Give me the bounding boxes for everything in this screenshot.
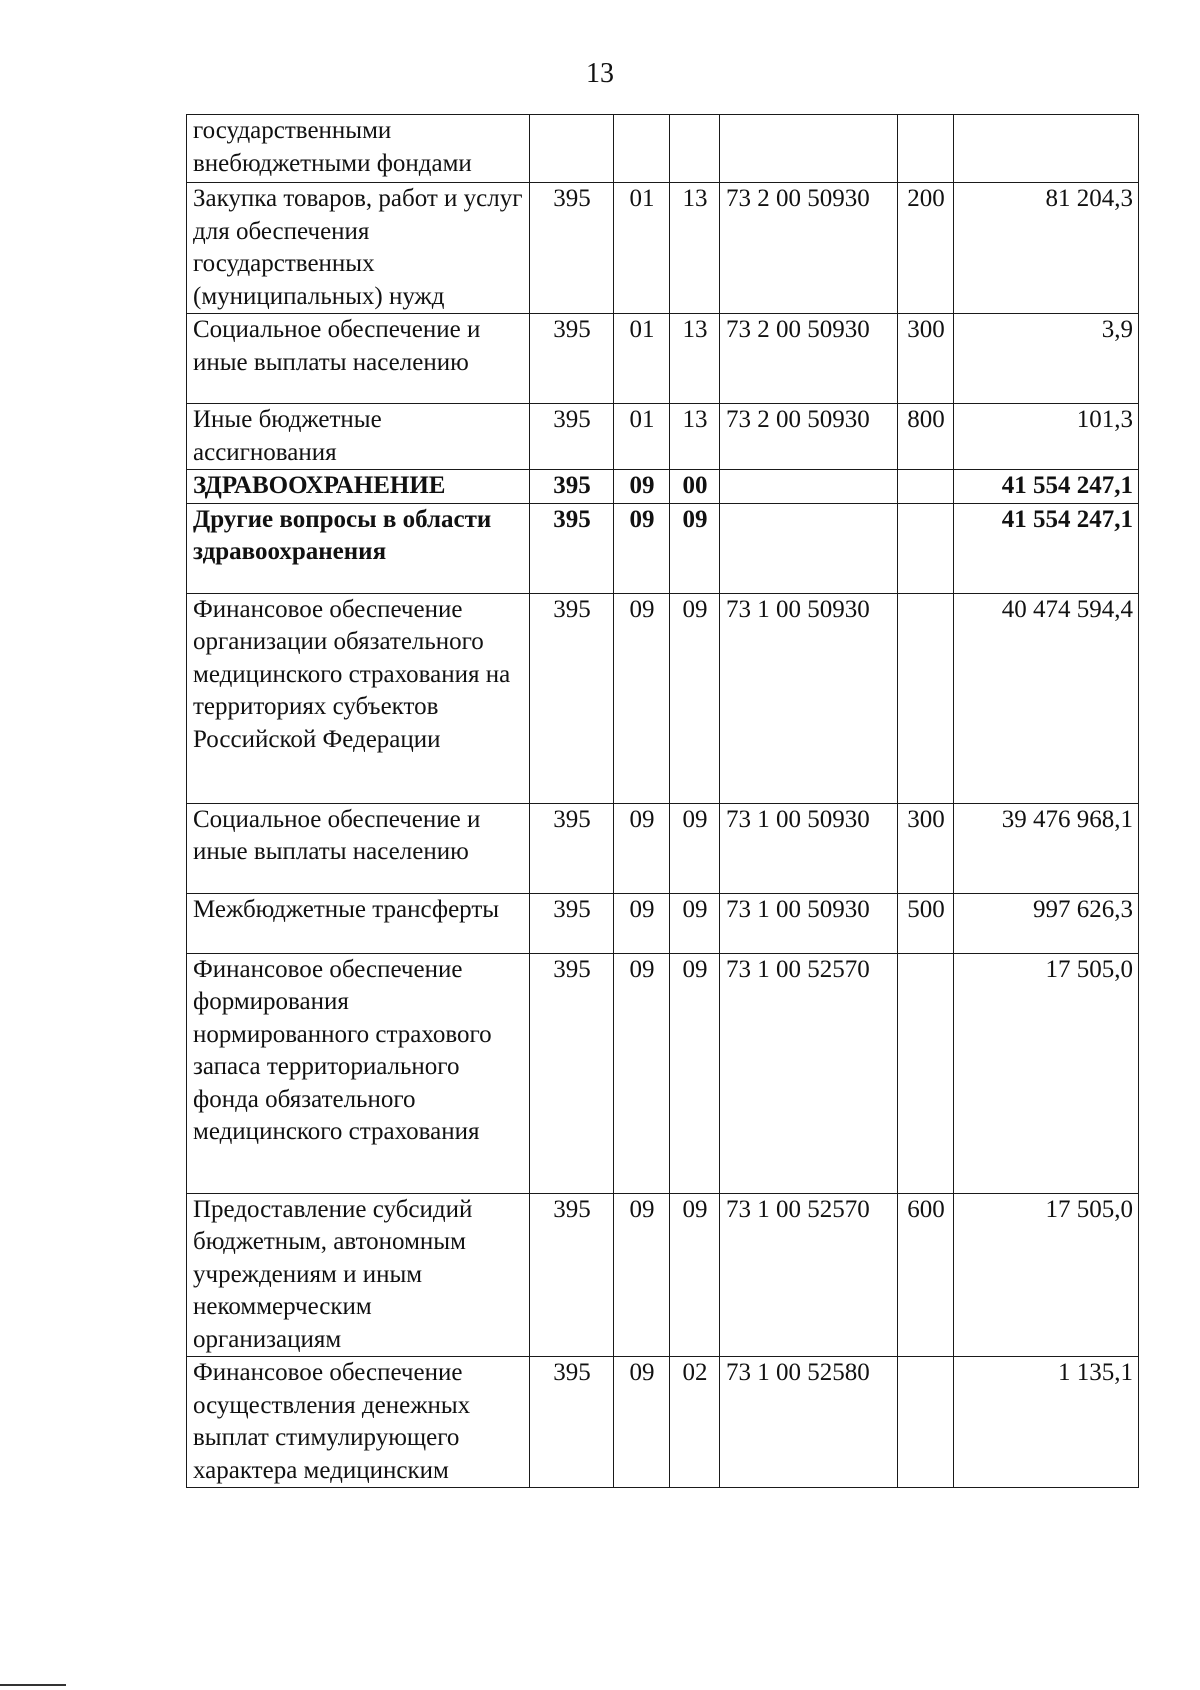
subsection-code-cell: 09 bbox=[670, 953, 720, 1193]
amount-cell bbox=[954, 115, 1139, 183]
table-row bbox=[187, 115, 1139, 183]
target-article-cell: 73 1 00 52570 bbox=[720, 953, 898, 1193]
section-code-cell: 01 bbox=[614, 183, 670, 314]
subsection-code-cell: 13 bbox=[670, 183, 720, 314]
subsection-code-cell: 09 bbox=[670, 1193, 720, 1357]
row-name-cell: Социальное обеспечение и иные выплаты населению bbox=[187, 314, 530, 404]
subsection-code-cell bbox=[670, 115, 720, 183]
subsection-code-cell: 13 bbox=[670, 314, 720, 404]
amount-cell: 81 204,3 bbox=[954, 183, 1139, 314]
table-row bbox=[187, 893, 1139, 953]
target-article-cell: 73 1 00 50930 bbox=[720, 593, 898, 803]
admin-code-cell: 395 bbox=[530, 953, 614, 1193]
target-article-cell: 73 1 00 52570 bbox=[720, 1193, 898, 1357]
row-name-cell: Иные бюджетные ассигнования bbox=[187, 404, 530, 470]
subsection-code-cell: 09 bbox=[670, 593, 720, 803]
expense-type-cell bbox=[898, 953, 954, 1193]
section-code-cell: 09 bbox=[614, 953, 670, 1193]
admin-code-cell: 395 bbox=[530, 893, 614, 953]
section-code-cell: 09 bbox=[614, 803, 670, 893]
table-row bbox=[187, 314, 1139, 404]
subsection-code-cell: 02 bbox=[670, 1357, 720, 1488]
target-article-cell: 73 1 00 52580 bbox=[720, 1357, 898, 1488]
target-article-cell: 73 1 00 50930 bbox=[720, 803, 898, 893]
amount-cell: 39 476 968,1 bbox=[954, 803, 1139, 893]
row-name-cell: Другие вопросы в области здравоохранения bbox=[187, 503, 530, 593]
admin-code-cell: 395 bbox=[530, 803, 614, 893]
target-article-cell bbox=[720, 470, 898, 504]
subsection-code-cell: 00 bbox=[670, 470, 720, 504]
expense-type-cell: 300 bbox=[898, 803, 954, 893]
expense-type-cell bbox=[898, 115, 954, 183]
table-row bbox=[187, 404, 1139, 470]
target-article-cell bbox=[720, 115, 898, 183]
expense-type-cell: 300 bbox=[898, 314, 954, 404]
row-name-cell: государственными внебюджетными фондами bbox=[187, 115, 530, 183]
row-name-cell: ЗДРАВООХРАНЕНИЕ bbox=[187, 470, 530, 504]
table-row bbox=[187, 1357, 1139, 1488]
admin-code-cell: 395 bbox=[530, 1193, 614, 1357]
section-code-cell bbox=[614, 115, 670, 183]
section-code-cell: 09 bbox=[614, 1193, 670, 1357]
row-name-cell: Предоставление субсидий бюджетным, автономным учреждениям и иным некоммерческим организациям bbox=[187, 1193, 530, 1357]
amount-cell: 17 505,0 bbox=[954, 1193, 1139, 1357]
admin-code-cell: 395 bbox=[530, 593, 614, 803]
table-row bbox=[187, 503, 1139, 593]
table-row bbox=[187, 470, 1139, 504]
amount-cell: 41 554 247,1 bbox=[954, 503, 1139, 593]
row-name-cell: Финансовое обеспечение осуществления денежных выплат стимулирующего характера медицинским bbox=[187, 1357, 530, 1488]
section-code-cell: 01 bbox=[614, 404, 670, 470]
footer-rule bbox=[0, 1684, 66, 1686]
target-article-cell: 73 2 00 50930 bbox=[720, 404, 898, 470]
target-article-cell bbox=[720, 503, 898, 593]
table-row bbox=[187, 1193, 1139, 1357]
amount-cell: 1 135,1 bbox=[954, 1357, 1139, 1488]
subsection-code-cell: 09 bbox=[670, 893, 720, 953]
table-row bbox=[187, 593, 1139, 803]
section-code-cell: 01 bbox=[614, 314, 670, 404]
amount-cell: 40 474 594,4 bbox=[954, 593, 1139, 803]
subsection-code-cell: 09 bbox=[670, 503, 720, 593]
admin-code-cell bbox=[530, 115, 614, 183]
expense-type-cell: 200 bbox=[898, 183, 954, 314]
subsection-code-cell: 13 bbox=[670, 404, 720, 470]
admin-code-cell: 395 bbox=[530, 1357, 614, 1488]
target-article-cell: 73 2 00 50930 bbox=[720, 314, 898, 404]
table-body bbox=[187, 115, 1139, 1488]
admin-code-cell: 395 bbox=[530, 314, 614, 404]
expense-type-cell: 500 bbox=[898, 893, 954, 953]
expense-type-cell bbox=[898, 470, 954, 504]
admin-code-cell: 395 bbox=[530, 404, 614, 470]
table-row bbox=[187, 183, 1139, 314]
row-name-cell: Социальное обеспечение и иные выплаты населению bbox=[187, 803, 530, 893]
admin-code-cell: 395 bbox=[530, 183, 614, 314]
target-article-cell: 73 1 00 50930 bbox=[720, 893, 898, 953]
target-article-cell: 73 2 00 50930 bbox=[720, 183, 898, 314]
expense-type-cell: 800 bbox=[898, 404, 954, 470]
table-row bbox=[187, 803, 1139, 893]
table-row bbox=[187, 953, 1139, 1193]
expense-type-cell bbox=[898, 503, 954, 593]
amount-cell: 17 505,0 bbox=[954, 953, 1139, 1193]
amount-cell: 101,3 bbox=[954, 404, 1139, 470]
expense-type-cell bbox=[898, 1357, 954, 1488]
expense-type-cell bbox=[898, 593, 954, 803]
amount-cell: 41 554 247,1 bbox=[954, 470, 1139, 504]
row-name-cell: Финансовое обеспечение формирования нормированного страхового запаса территориального фонда обязательного медицинского страхования bbox=[187, 953, 530, 1193]
admin-code-cell: 395 bbox=[530, 470, 614, 504]
budget-table bbox=[186, 114, 1139, 1488]
section-code-cell: 09 bbox=[614, 470, 670, 504]
subsection-code-cell: 09 bbox=[670, 803, 720, 893]
admin-code-cell: 395 bbox=[530, 503, 614, 593]
section-code-cell: 09 bbox=[614, 1357, 670, 1488]
page-number: 13 bbox=[586, 58, 614, 89]
section-code-cell: 09 bbox=[614, 893, 670, 953]
section-code-cell: 09 bbox=[614, 503, 670, 593]
amount-cell: 3,9 bbox=[954, 314, 1139, 404]
amount-cell: 997 626,3 bbox=[954, 893, 1139, 953]
row-name-cell: Межбюджетные трансферты bbox=[187, 893, 530, 953]
row-name-cell: Закупка товаров, работ и услуг для обеспечения государственных (муниципальных) нужд bbox=[187, 183, 530, 314]
section-code-cell: 09 bbox=[614, 593, 670, 803]
row-name-cell: Финансовое обеспечение организации обязательного медицинского страхования на территориях субъектов Российской Федерации bbox=[187, 593, 530, 803]
expense-type-cell: 600 bbox=[898, 1193, 954, 1357]
